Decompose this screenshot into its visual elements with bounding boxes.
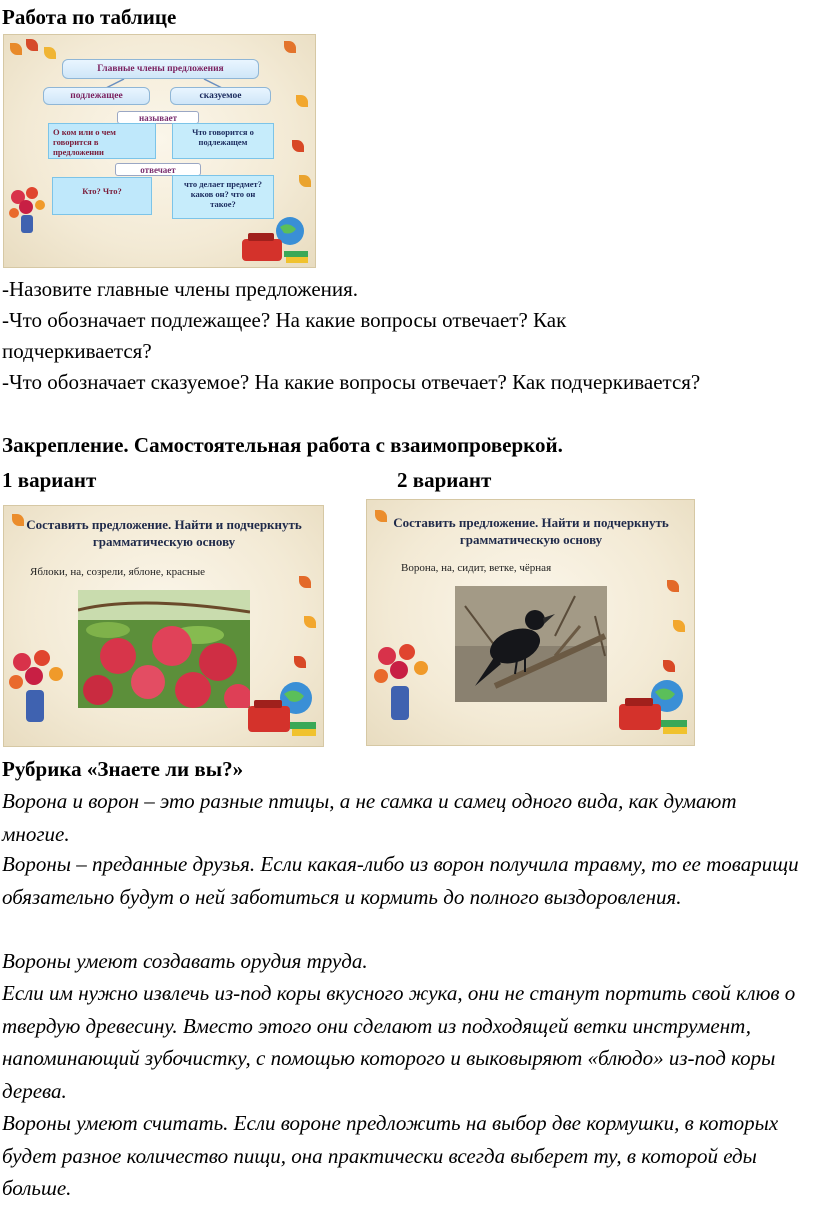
crow-photo <box>455 586 607 702</box>
leaf-icon <box>304 616 316 628</box>
predicate-pill: сказуемое <box>170 87 271 105</box>
subject-pill: подлежащее <box>43 87 150 105</box>
leaf-icon <box>10 43 22 55</box>
flowers-icon <box>371 640 435 724</box>
question-3: -Что обозначает сказуемое? На какие вопросы отвечает? Как подчеркивается? <box>2 370 701 394</box>
task-1-title: Составить предложение. Найти и подчеркнуть грамматическую основу <box>26 517 302 549</box>
task-2-words: Ворона, на, сидит, ветке, чёрная <box>401 562 552 574</box>
leaf-icon <box>299 576 311 588</box>
leaf-icon <box>284 41 296 53</box>
question-1: -Назовите главные члены предложения. <box>2 277 359 301</box>
heading-table-work: Работа по таблице <box>2 5 177 29</box>
leaf-icon <box>292 140 304 152</box>
predicate-questions-box: что делает предмет? каков он? что он такое? <box>172 175 274 219</box>
leaf-icon <box>44 47 56 59</box>
task-2-title: Составить предложение. Найти и подчеркнуть грамматическую основу <box>393 515 669 547</box>
slide-main-parts <box>3 34 316 268</box>
fact-1: Ворона и ворон – это разные птицы, а не самка и самец одного вида, как думают многие. <box>2 789 737 846</box>
leaf-icon <box>294 656 306 668</box>
heading-consolidation: Закрепление. Самостоятельная работа с взаимопроверкой. <box>2 433 563 457</box>
names-label: называет <box>117 111 199 124</box>
answers-label: отвечает <box>115 163 201 176</box>
school-supplies-icon <box>236 213 312 265</box>
leaf-icon <box>673 620 685 632</box>
fact-2: Вороны – преданные друзья. Если какая-либо из ворон получила травму, то ее товарищи обязательно будут о ней заботиться и кормить до полного выздоровления. <box>2 852 799 909</box>
task-slide-variant-2 <box>366 499 695 746</box>
heading-rubric: Рубрика «Знаете ли вы?» <box>2 757 244 781</box>
slide1-title: Главные члены предложения <box>62 59 259 79</box>
flowers-icon <box>6 646 70 726</box>
apples-photo <box>78 590 250 708</box>
subject-questions-box: Кто? Что? <box>52 177 152 215</box>
fact-4: Если им нужно извлечь из-под коры вкусного жука, они не станут портить свой клюв о твердую древесину. Вместо этого они сделают из подходящей ветки инструмент, напоминающий зубочистку, с помощью которого и выковыряют «блюдо» из-под коры дерева. <box>2 981 796 1103</box>
fact-3: Вороны умеют создавать орудия труда. <box>2 949 368 973</box>
school-supplies-icon <box>244 676 320 740</box>
school-supplies-icon <box>615 674 691 738</box>
task-1-words: Яблоки, на, созрели, яблоне, красные <box>30 566 206 578</box>
flowers-icon <box>6 185 50 233</box>
leaf-icon <box>296 95 308 107</box>
leaf-icon <box>299 175 311 187</box>
variant-2-label: 2 вариант <box>397 468 492 492</box>
question-2: -Что обозначает подлежащее? На какие вопросы отвечает? Как подчеркивается? <box>2 308 567 363</box>
task-slide-variant-1 <box>3 505 324 747</box>
subject-meaning-box: О ком или о чем говорится в предложении <box>48 123 156 159</box>
variant-1-label: 1 вариант <box>2 468 97 492</box>
leaf-icon <box>667 580 679 592</box>
leaf-icon <box>663 660 675 672</box>
fact-5: Вороны умеют считать. Если вороне предложить на выбор две кормушки, в которых будет разное количество пищи, она практически всегда выберет ту, в которой еды больше. <box>2 1111 779 1200</box>
predicate-meaning-box: Что говорится о подлежащем <box>172 123 274 159</box>
leaf-icon <box>26 39 38 51</box>
